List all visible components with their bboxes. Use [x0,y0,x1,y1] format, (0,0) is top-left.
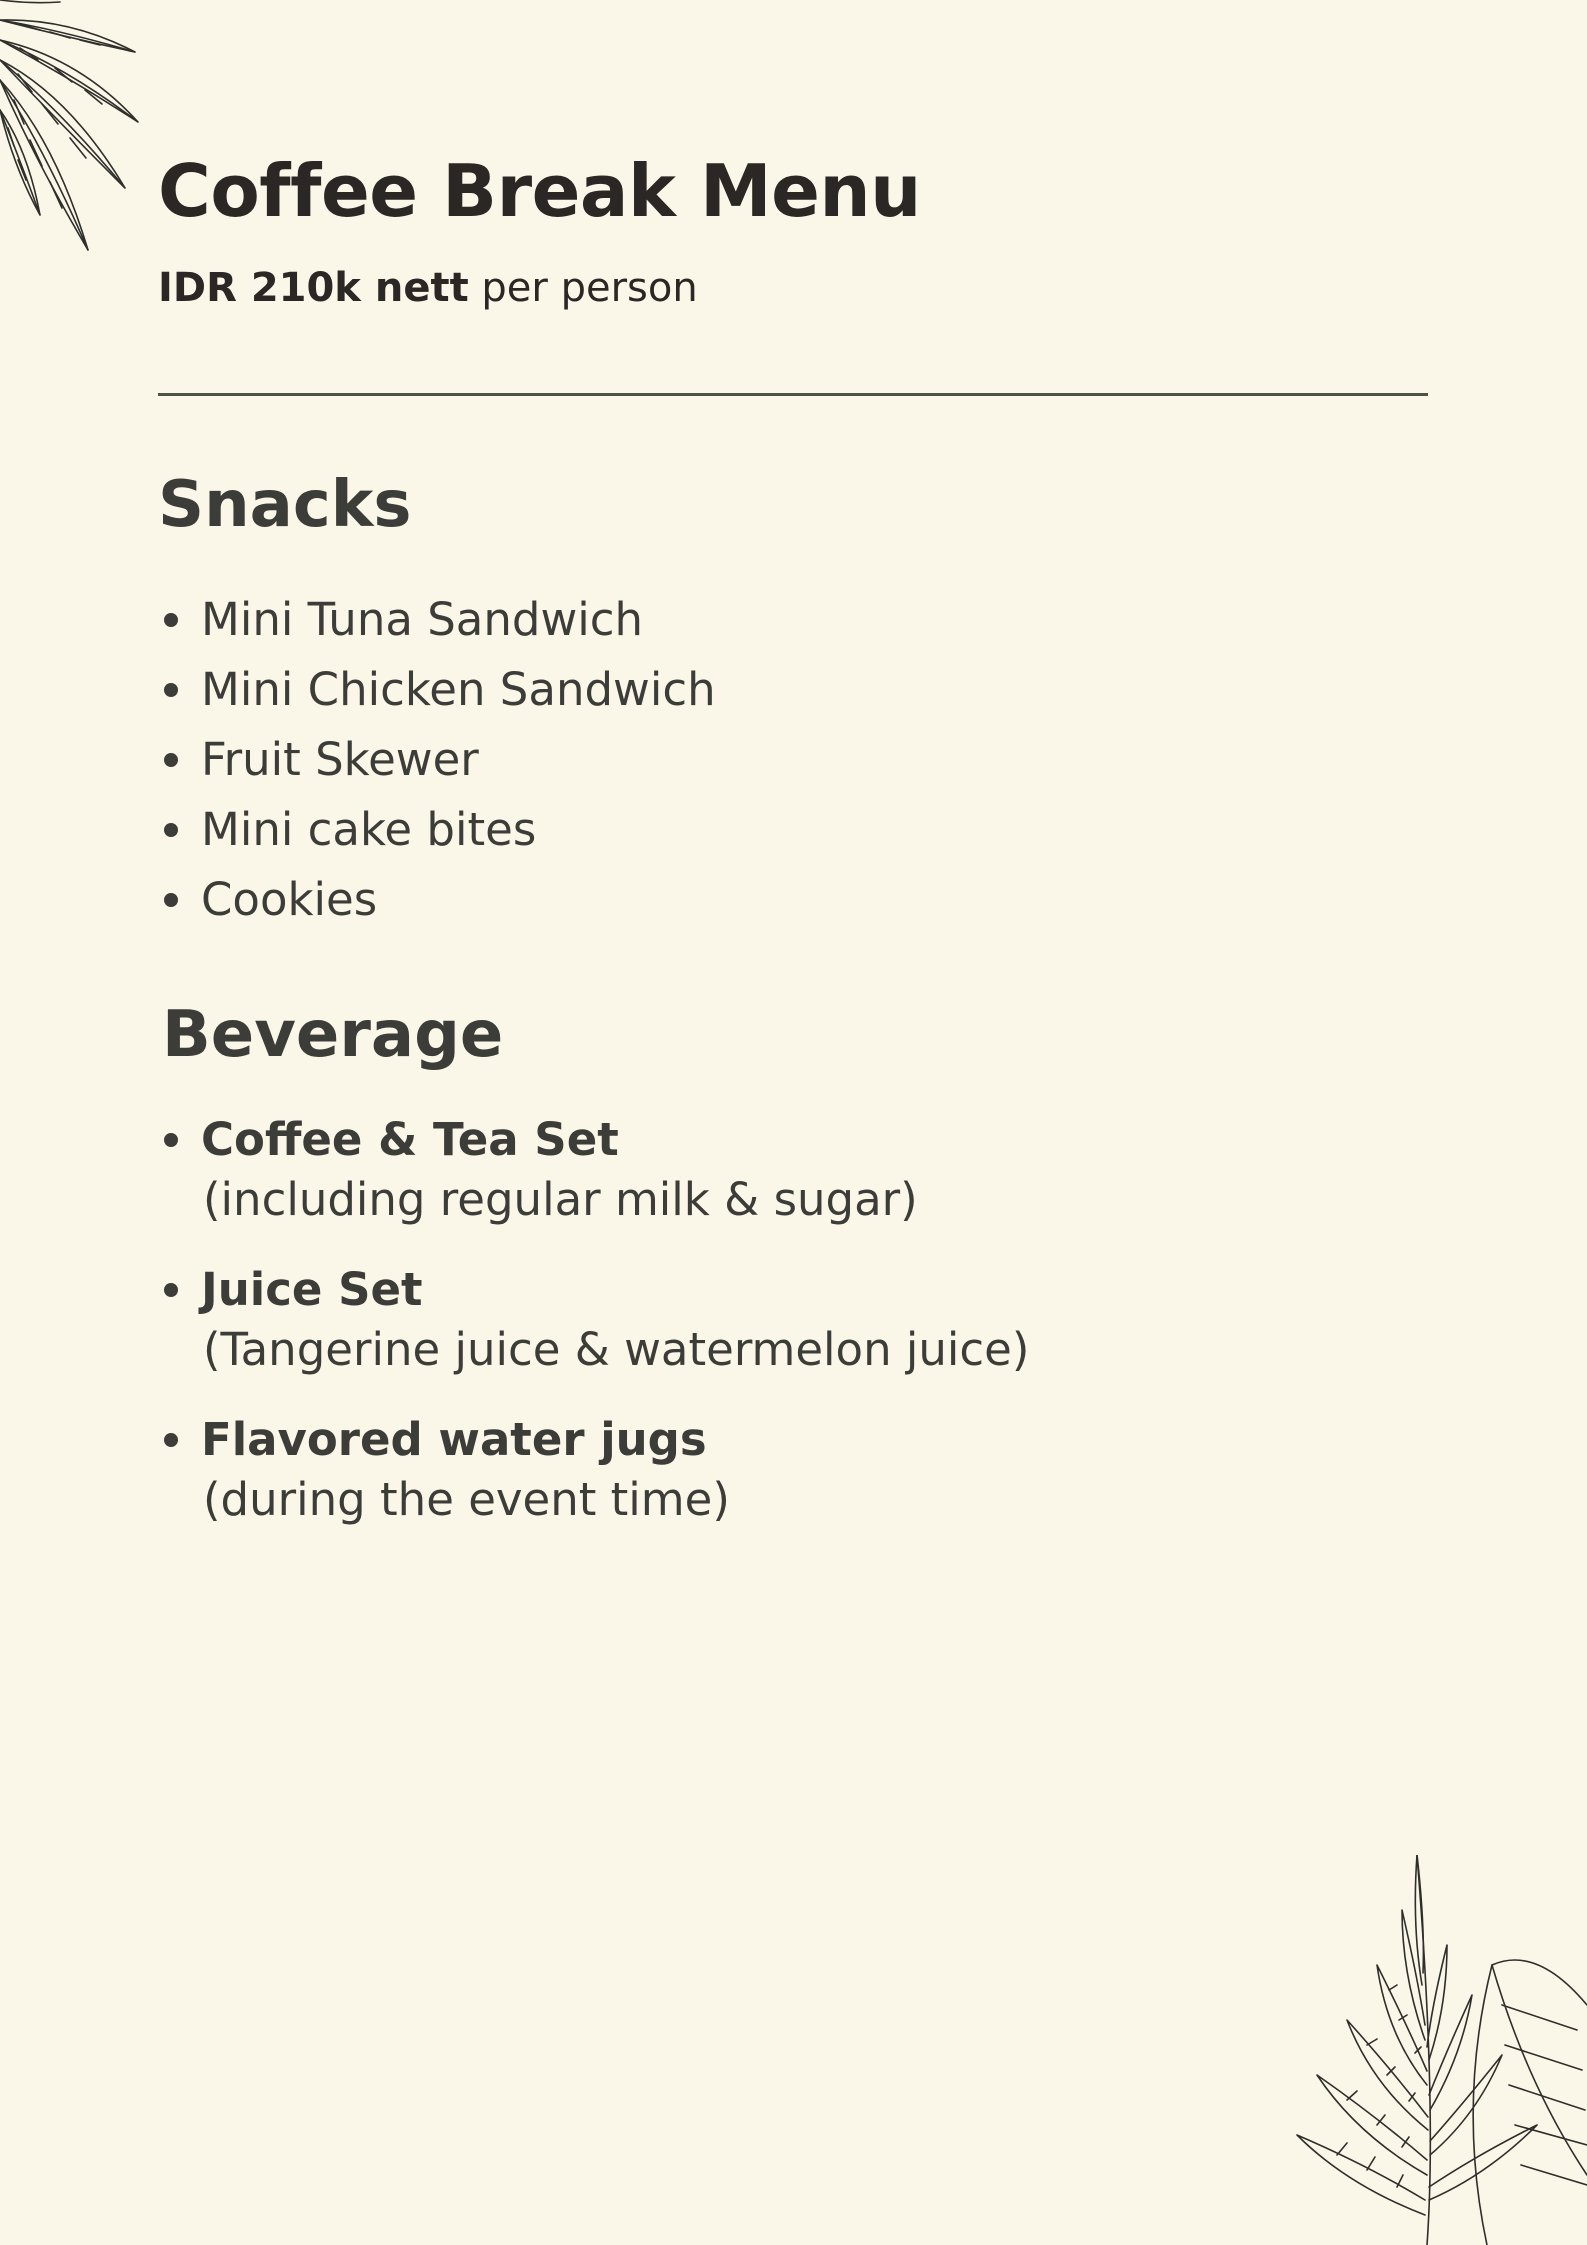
price-amount: IDR 210k nett [158,265,469,311]
snack-item-label: Fruit Skewer [201,733,479,786]
bullet-icon [164,823,178,837]
beverage-heading: Beverage [162,998,504,1072]
price-unit: per person [481,265,698,311]
menu-title: Coffee Break Menu [158,149,921,233]
list-item [158,795,716,865]
list-item [158,585,716,655]
bullet-icon [164,613,178,627]
list-item [158,1110,1029,1260]
snacks-list [158,585,716,935]
beverage-note: (including regular milk & sugar) [203,1173,918,1226]
list-item [158,1260,1029,1410]
beverage-note: (during the event time) [203,1473,730,1526]
palm-leaf-top-left-icon [0,0,150,260]
snack-item-label: Mini Tuna Sandwich [201,593,644,646]
bullet-icon [164,683,178,697]
bullet-icon [164,1133,178,1147]
beverage-name: Coffee & Tea Set [201,1113,619,1166]
beverage-name: Juice Set [201,1263,423,1316]
list-item [158,725,716,795]
snack-item-label: Mini cake bites [201,803,537,856]
list-item [158,655,716,725]
palm-leaf-bottom-right-icon [1277,1855,1587,2245]
bullet-icon [164,1433,178,1447]
beverage-note: (Tangerine juice & watermelon juice) [203,1323,1030,1376]
bullet-icon [164,893,178,907]
list-item [158,865,716,935]
beverage-list [158,1110,1029,1560]
list-item [158,1410,1029,1560]
bullet-icon [164,753,178,767]
price-line [158,265,698,311]
section-divider [158,393,1428,396]
bullet-icon [164,1283,178,1297]
beverage-name: Flavored water jugs [201,1413,707,1466]
snack-item-label: Mini Chicken Sandwich [201,663,716,716]
snacks-heading: Snacks [158,468,412,542]
snack-item-label: Cookies [201,873,378,926]
